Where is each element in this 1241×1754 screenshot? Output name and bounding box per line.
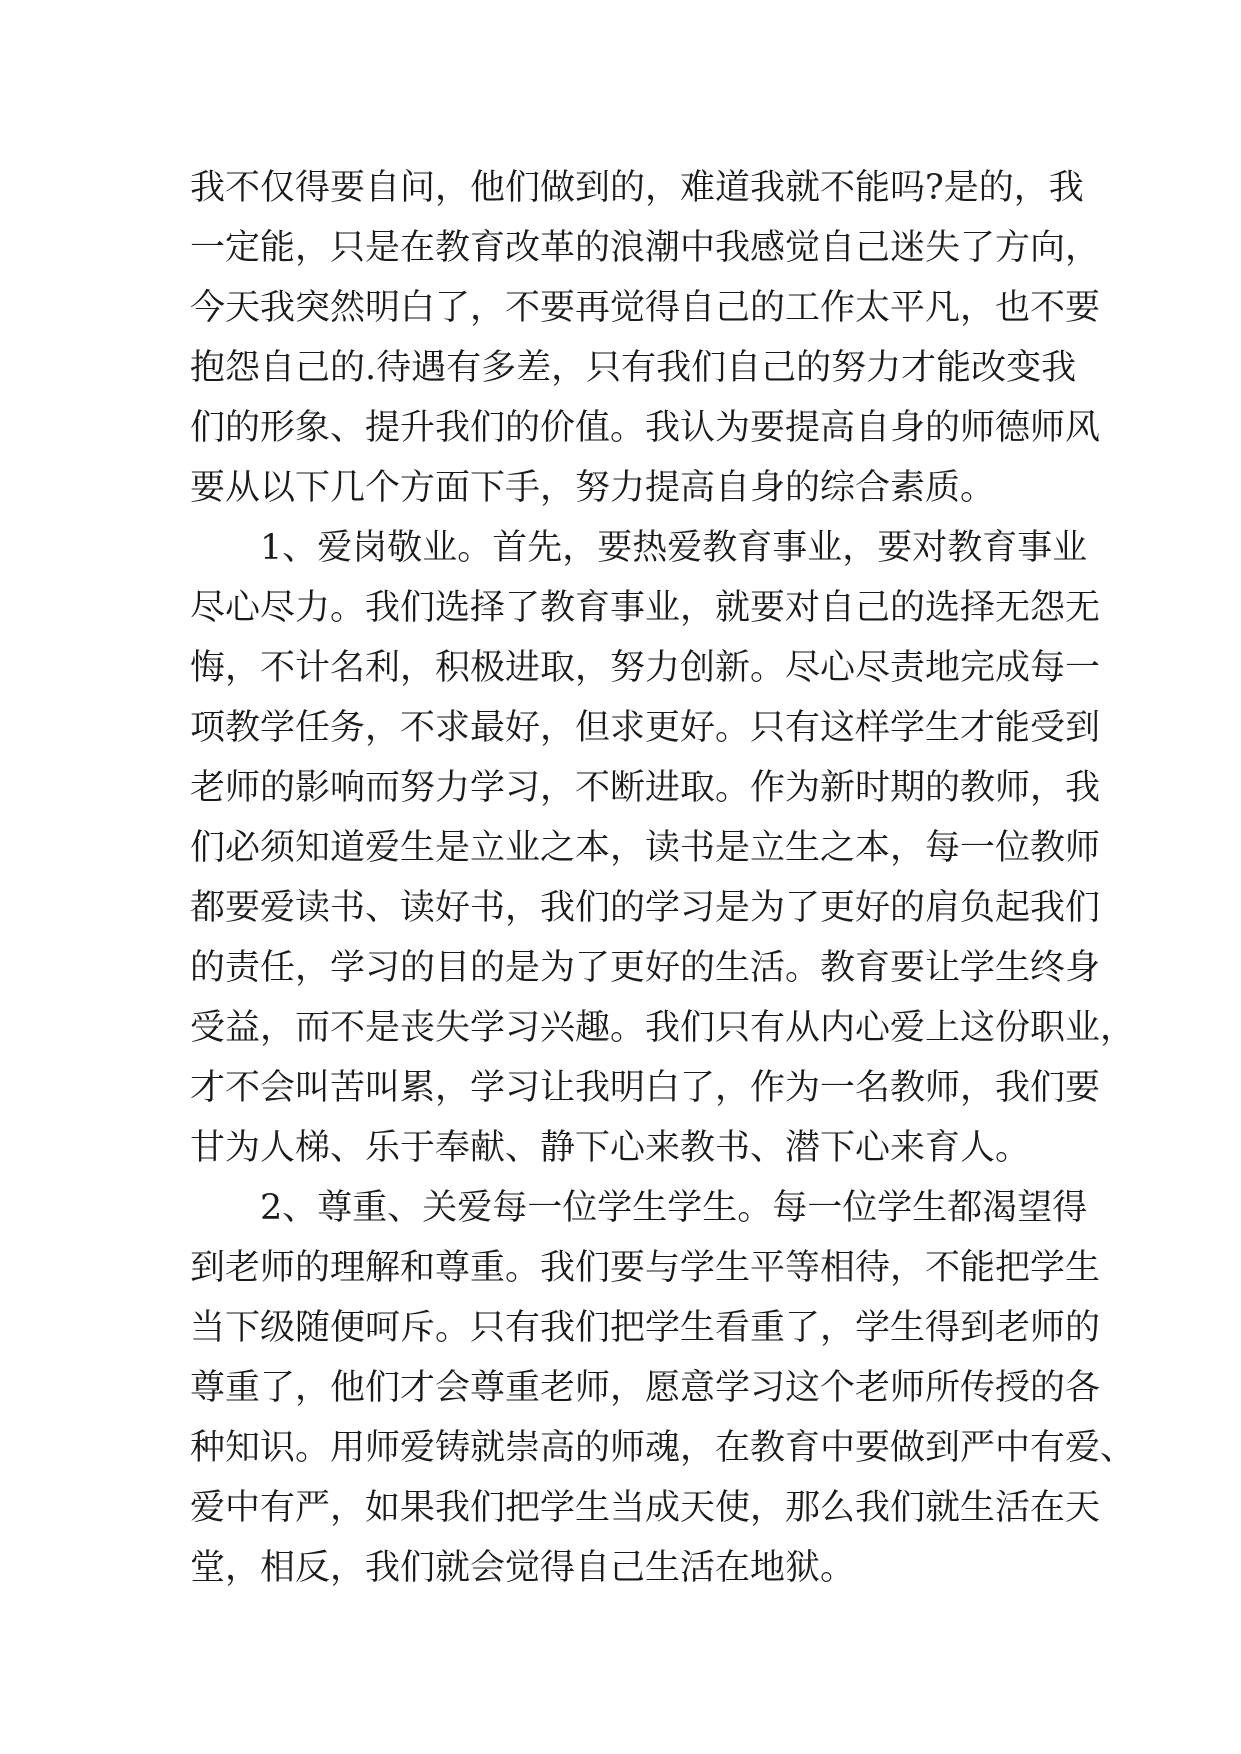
text-line: 甘为人梯、乐于奉献、静下心来教书、潜下心来育人。 — [190, 1128, 1031, 1168]
text-line: 当下级随便呵斥。只有我们把学生看重了，学生得到老师的 — [190, 1308, 1101, 1348]
text-line: 受益，而不是丧失学习兴趣。我们只有从内心爱上这份职业， — [190, 1008, 1136, 1048]
text-line: 的责任，学习的目的是为了更好的生活。教育要让学生终身 — [190, 948, 1101, 988]
text-line: 们必须知道爱生是立业之本，读书是立生之本，每一位教师 — [190, 828, 1101, 868]
text-line: 今天我突然明白了，不要再觉得自己的工作太平凡，也不要 — [190, 288, 1101, 328]
text-line: 尊重了，他们才会尊重老师，愿意学习这个老师所传授的各 — [190, 1368, 1101, 1408]
text-line: 项教学任务，不求最好，但求更好。只有这样学生才能受到 — [190, 708, 1101, 748]
text-line: 们的形象、提升我们的价值。我认为要提高自身的师德师风 — [190, 408, 1101, 448]
text-line: 尽心尽力。我们选择了教育事业，就要对自己的选择无怨无 — [190, 588, 1101, 628]
text-line: 2、尊重、关爱每一位学生学生。每一位学生都渴望得 — [260, 1188, 1088, 1228]
text-line: 堂，相反，我们就会觉得自己生活在地狱。 — [190, 1548, 856, 1588]
text-line: 才不会叫苦叫累，学习让我明白了，作为一名教师，我们要 — [190, 1068, 1101, 1108]
paragraph-2 — [190, 518, 1136, 1178]
paragraph-3 — [190, 1178, 1136, 1598]
text-line: 悔，不计名利，积极进取，努力创新。尽心尽责地完成每一 — [190, 648, 1101, 688]
text-line: 种知识。用师爱铸就崇高的师魂，在教育中要做到严中有爱、 — [190, 1428, 1136, 1468]
text-line: 我不仅得要自问，他们做到的，难道我就不能吗?是的，我 — [190, 168, 1084, 208]
paragraph-1 — [190, 158, 1101, 518]
text-line: 老师的影响而努力学习，不断进取。作为新时期的教师，我 — [190, 768, 1101, 808]
document-body — [190, 158, 1136, 1598]
text-line: 都要爱读书、读好书，我们的学习是为了更好的肩负起我们 — [190, 888, 1101, 928]
text-line: 1、爱岗敬业。首先，要热爱教育事业，要对教育事业 — [260, 528, 1088, 568]
text-line: 一定能，只是在教育改革的浪潮中我感觉自己迷失了方向， — [190, 228, 1101, 268]
text-line: 到老师的理解和尊重。我们要与学生平等相待，不能把学生 — [190, 1248, 1101, 1288]
text-line: 爱中有严，如果我们把学生当成天使，那么我们就生活在天 — [190, 1488, 1101, 1528]
text-line: 抱怨自己的.待遇有多差，只有我们自己的努力才能改变我 — [190, 348, 1077, 388]
text-line: 要从以下几个方面下手，努力提高自身的综合素质。 — [190, 468, 996, 508]
